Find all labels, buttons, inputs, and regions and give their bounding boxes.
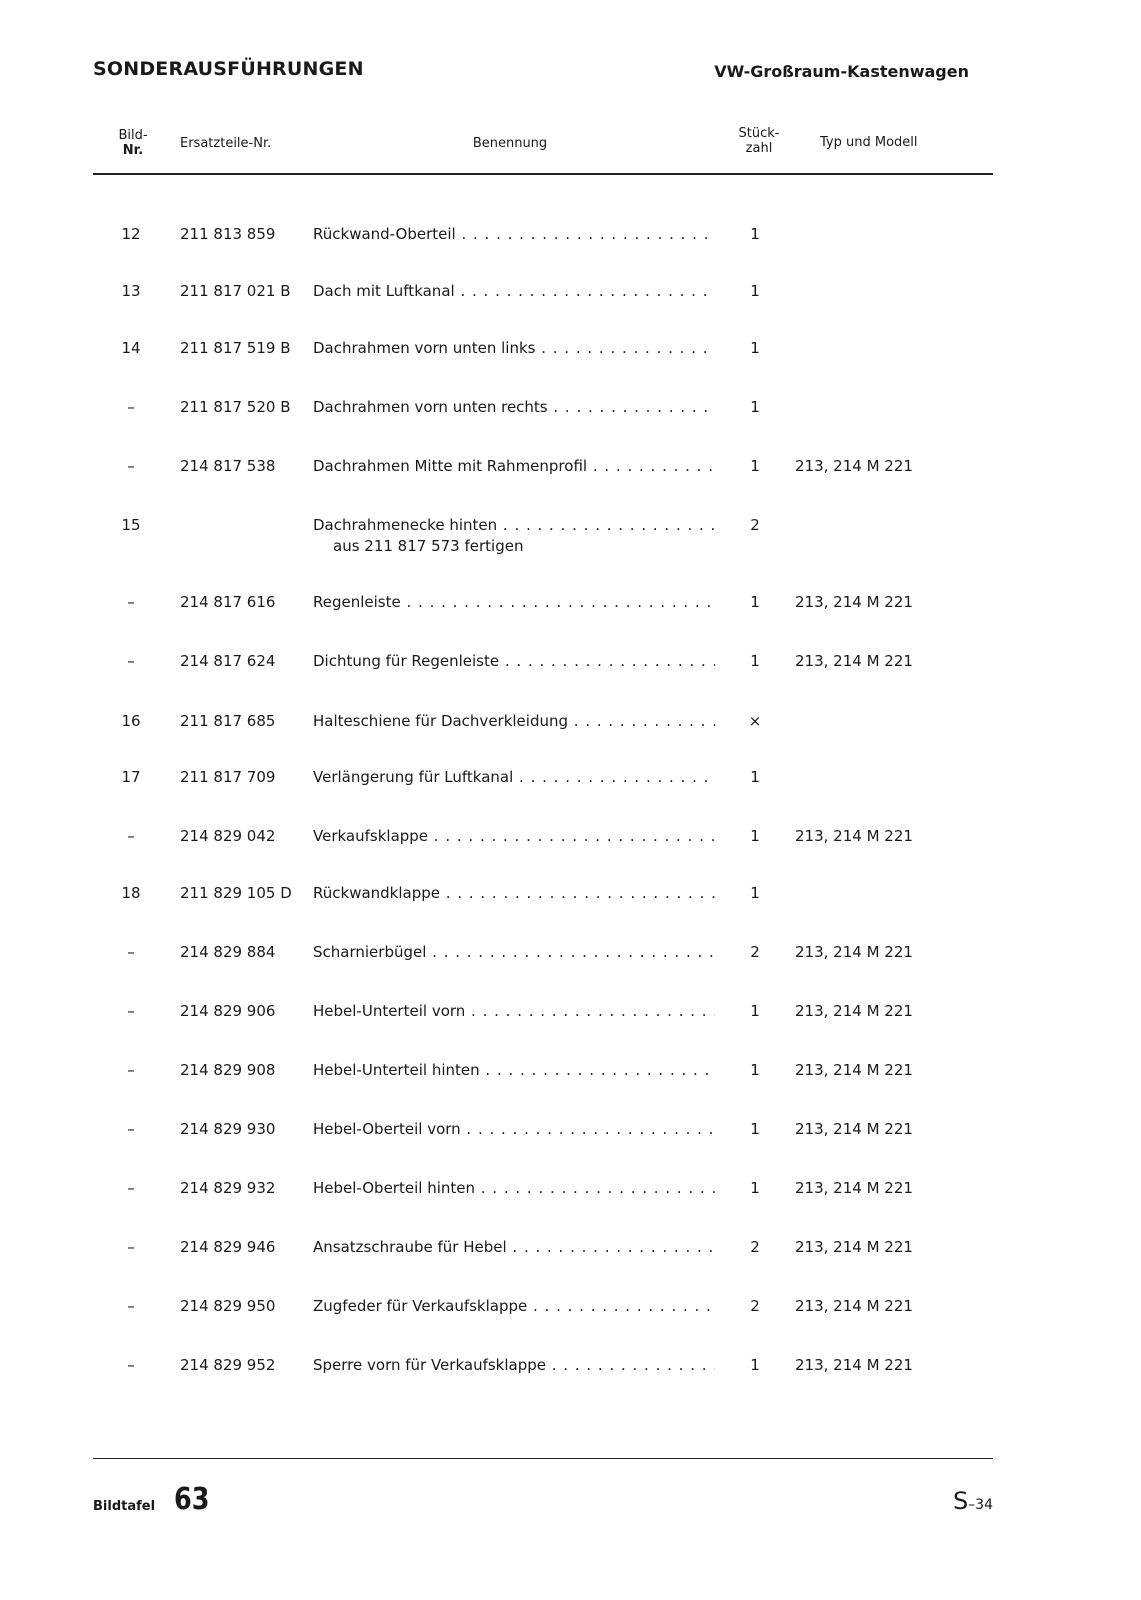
part-name-cell (313, 397, 715, 422)
bild-nr: 13 (121, 282, 141, 300)
part-name-cell (313, 1237, 715, 1262)
part-name: Hebel-Unterteil hinten . . . (313, 1060, 715, 1080)
quantity: 1 (750, 1002, 760, 1020)
col-header-bild (110, 128, 156, 158)
table-row (0, 826, 1141, 872)
type-model: 213, 214 M 221 (795, 943, 913, 961)
part-name: Dichtung für Regenleiste . . . (313, 651, 715, 671)
part-number: 214 829 932 (180, 1179, 276, 1197)
part-name-cell (313, 224, 715, 249)
table-row (0, 1001, 1141, 1047)
part-name-note: aus 211 817 573 fertigen (333, 537, 524, 555)
table-row (0, 456, 1141, 502)
col-header-part: Ersatzteile-Nr. (180, 136, 272, 151)
part-number: 211 817 709 (180, 768, 276, 786)
bild-nr: – (127, 1061, 135, 1079)
col-header-qty-line2: zahl (745, 141, 773, 156)
part-name-cell (313, 281, 715, 306)
quantity: 1 (750, 652, 760, 670)
part-number: 211 817 520 B (180, 398, 291, 416)
type-model: 213, 214 M 221 (795, 827, 913, 845)
bild-nr: 18 (121, 884, 141, 902)
header-rule (93, 173, 993, 175)
quantity: 2 (750, 1297, 760, 1315)
part-name-cell (313, 826, 715, 851)
part-name-cell (313, 1178, 715, 1203)
quantity: 1 (750, 1120, 760, 1138)
table-row (0, 281, 1141, 327)
part-name: Dachrahmen Mitte mit Rahmenprofil . . . (313, 456, 715, 476)
quantity: 1 (750, 457, 760, 475)
bild-nr: 17 (121, 768, 141, 786)
table-row (0, 711, 1141, 757)
part-name: Sperre vorn für Verkaufsklappe . . . (313, 1355, 715, 1375)
bild-nr: – (127, 1297, 135, 1315)
part-number: 214 829 884 (180, 943, 276, 961)
part-name: Rückwand-Oberteil . . . (313, 224, 715, 244)
table-row (0, 1355, 1141, 1401)
quantity: 2 (750, 1238, 760, 1256)
bild-nr: 12 (121, 225, 141, 243)
bild-nr: – (127, 943, 135, 961)
bild-nr: – (127, 593, 135, 611)
table-row (0, 1060, 1141, 1106)
part-name: Dachrahmenecke hinten . . . (313, 515, 715, 535)
part-name: Verlängerung für Luftkanal . . . (313, 767, 715, 787)
quantity: 1 (750, 827, 760, 845)
col-header-qty (733, 126, 785, 156)
part-name: Regenleiste . . . (313, 592, 715, 612)
type-model: 213, 214 M 221 (795, 652, 913, 670)
quantity: 1 (750, 398, 760, 416)
type-model: 213, 214 M 221 (795, 1238, 913, 1256)
part-name: Rückwandklappe . . . (313, 883, 715, 903)
col-header-bild-line1: Bild- (118, 128, 148, 143)
part-name-cell (313, 1119, 715, 1144)
part-number: 214 817 538 (180, 457, 276, 475)
footer-rule (93, 1458, 993, 1459)
part-name: Dachrahmen vorn unten links . . . (313, 338, 715, 358)
part-number: 214 829 946 (180, 1238, 276, 1256)
page-prefix: S (952, 1487, 969, 1515)
col-header-name: Benennung (472, 136, 548, 151)
bild-nr: – (127, 1002, 135, 1020)
table-row (0, 397, 1141, 443)
col-header-bild-line2: Nr. (122, 143, 144, 158)
part-number: 214 817 624 (180, 652, 276, 670)
bild-nr: 15 (121, 516, 141, 534)
bild-nr: – (127, 1238, 135, 1256)
part-name: Verkaufsklappe . . . (313, 826, 715, 846)
bild-nr: 14 (121, 339, 141, 357)
part-name: Hebel-Oberteil vorn . . . (313, 1119, 715, 1139)
col-header-qty-line1: Stück- (738, 126, 780, 141)
part-name: Ansatzschraube für Hebel . . . (313, 1237, 715, 1257)
part-name-cell (313, 651, 715, 676)
vehicle-title: VW-Großraum-Kastenwagen (714, 62, 969, 81)
part-name-cell (313, 456, 715, 481)
part-name: Dachrahmen vorn unten rechts . . . (313, 397, 715, 417)
table-row (0, 767, 1141, 813)
type-model: 213, 214 M 221 (795, 1179, 913, 1197)
page-num: –34 (968, 1497, 993, 1513)
quantity: 1 (750, 1356, 760, 1374)
part-name: Dach mit Luftkanal . . . (313, 281, 715, 301)
part-name: Zugfeder für Verkaufsklappe . . . (313, 1296, 715, 1316)
quantity: 1 (750, 1179, 760, 1197)
part-name: Hebel-Oberteil hinten . . . (313, 1178, 715, 1198)
quantity: 1 (750, 1061, 760, 1079)
part-name-cell (313, 711, 715, 736)
part-number: 211 817 021 B (180, 282, 291, 300)
part-name-cell (313, 942, 715, 967)
table-row (0, 515, 1141, 561)
bild-nr: – (127, 827, 135, 845)
part-name-cell (313, 1060, 715, 1085)
quantity: 1 (750, 884, 760, 902)
bild-nr: – (127, 1120, 135, 1138)
table-row (0, 883, 1141, 929)
part-number: 214 829 952 (180, 1356, 276, 1374)
part-number: 214 829 906 (180, 1002, 276, 1020)
quantity: 1 (750, 282, 760, 300)
table-row (0, 942, 1141, 988)
type-model: 213, 214 M 221 (795, 1061, 913, 1079)
part-name-cell (313, 767, 715, 792)
quantity: 1 (750, 339, 760, 357)
part-name: Scharnierbügel . . . (313, 942, 715, 962)
part-number: 214 829 908 (180, 1061, 276, 1079)
part-number: 211 817 685 (180, 712, 276, 730)
type-model: 213, 214 M 221 (795, 1297, 913, 1315)
part-name-cell (313, 592, 715, 617)
table-row (0, 1119, 1141, 1165)
type-model: 213, 214 M 221 (795, 593, 913, 611)
part-number: 211 829 105 D (180, 884, 292, 902)
part-name-cell (313, 1296, 715, 1321)
bild-nr: 16 (121, 712, 141, 730)
quantity: × (748, 712, 762, 730)
type-model: 213, 214 M 221 (795, 457, 913, 475)
bild-nr: – (127, 1179, 135, 1197)
bild-nr: – (127, 1356, 135, 1374)
section-title: SONDERAUSFÜHRUNGEN (93, 58, 364, 80)
table-row (0, 1296, 1141, 1342)
table-row (0, 592, 1141, 638)
page-number (953, 1487, 993, 1515)
table-row (0, 1178, 1141, 1224)
type-model: 213, 214 M 221 (795, 1002, 913, 1020)
type-model: 213, 214 M 221 (795, 1120, 913, 1138)
part-number: 211 817 519 B (180, 339, 291, 357)
footer-label: Bildtafel (93, 1499, 156, 1514)
quantity: 1 (750, 768, 760, 786)
table-row (0, 651, 1141, 697)
part-name-cell (313, 338, 715, 363)
quantity: 2 (750, 943, 760, 961)
quantity: 1 (750, 225, 760, 243)
bild-nr: – (127, 652, 135, 670)
bild-nr: – (127, 457, 135, 475)
part-number: 214 817 616 (180, 593, 276, 611)
table-row (0, 224, 1141, 270)
part-name-cell (313, 1001, 715, 1026)
plate-number: 63 (174, 1482, 210, 1517)
part-number: 214 829 042 (180, 827, 276, 845)
part-name-cell (313, 883, 715, 908)
table-row (0, 338, 1141, 384)
col-header-typ: Typ und Modell (820, 135, 918, 150)
bild-nr: – (127, 398, 135, 416)
quantity: 1 (750, 593, 760, 611)
part-name-cell (313, 1355, 715, 1380)
part-name: Hebel-Unterteil vorn . . . (313, 1001, 715, 1021)
table-row (0, 1237, 1141, 1283)
part-name: Halteschiene für Dachverkleidung . . . (313, 711, 715, 731)
quantity: 2 (750, 516, 760, 534)
part-number: 214 829 930 (180, 1120, 276, 1138)
part-number: 214 829 950 (180, 1297, 276, 1315)
part-number: 211 813 859 (180, 225, 276, 243)
type-model: 213, 214 M 221 (795, 1356, 913, 1374)
